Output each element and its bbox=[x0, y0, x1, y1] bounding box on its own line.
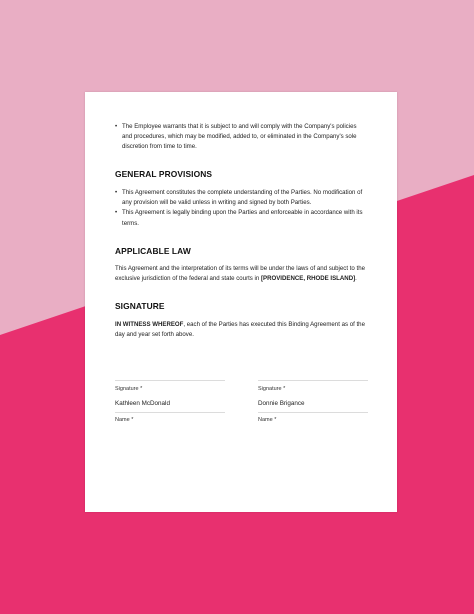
witness-paragraph bbox=[115, 320, 367, 340]
name-line bbox=[115, 412, 225, 413]
applicable-law-heading: APPLICABLE LAW bbox=[115, 246, 191, 256]
name-label: Name * bbox=[258, 417, 277, 423]
witness-text: , each of the Parties has executed this Binding Agreement as of the day and year set forth above. bbox=[115, 321, 365, 339]
list-item: • This Agreement is legally binding upon the Parties and enforceable in accordance with its terms. bbox=[115, 208, 367, 228]
general-provisions-heading: GENERAL PROVISIONS bbox=[115, 169, 213, 179]
list-item: • The Employee warrants that it is subject to and will comply with the Company's policies and procedures, which may be modified, added to, or eliminated in the Company's sole discretion from time to time. bbox=[115, 122, 367, 153]
signature-label: Signature * bbox=[258, 386, 286, 392]
signature-block-right bbox=[258, 380, 368, 423]
law-text: This Agreement and the interpretation of its terms will be under the laws of and subject to the exclusive jurisdiction of the federal and state courts in bbox=[115, 265, 365, 283]
signature-block-left bbox=[115, 380, 225, 423]
witness-bold: IN WITNESS WHEREOF bbox=[115, 321, 184, 328]
signature-label: Signature * bbox=[115, 386, 143, 392]
signature-line bbox=[258, 380, 368, 381]
signer-name[interactable]: Kathleen McDonald bbox=[115, 400, 170, 407]
signature-heading: SIGNATURE bbox=[115, 301, 165, 311]
law-text-end: . bbox=[355, 275, 357, 283]
name-line bbox=[258, 412, 368, 413]
list-item: • This Agreement constitutes the complete understanding of the Parties. No modification of any provision will be valid unless in writing and signed by both Parties. bbox=[115, 188, 367, 208]
intro-bullet-list bbox=[115, 122, 367, 153]
name-label: Name * bbox=[115, 417, 134, 423]
signer-name[interactable]: Donnie Brigance bbox=[258, 400, 305, 407]
signature-line bbox=[115, 380, 225, 381]
jurisdiction-placeholder: [PROVIDENCE, RHODE ISLAND] bbox=[261, 275, 356, 283]
applicable-law-paragraph bbox=[115, 264, 367, 284]
document-page bbox=[85, 92, 397, 512]
general-provisions-list bbox=[115, 188, 367, 229]
